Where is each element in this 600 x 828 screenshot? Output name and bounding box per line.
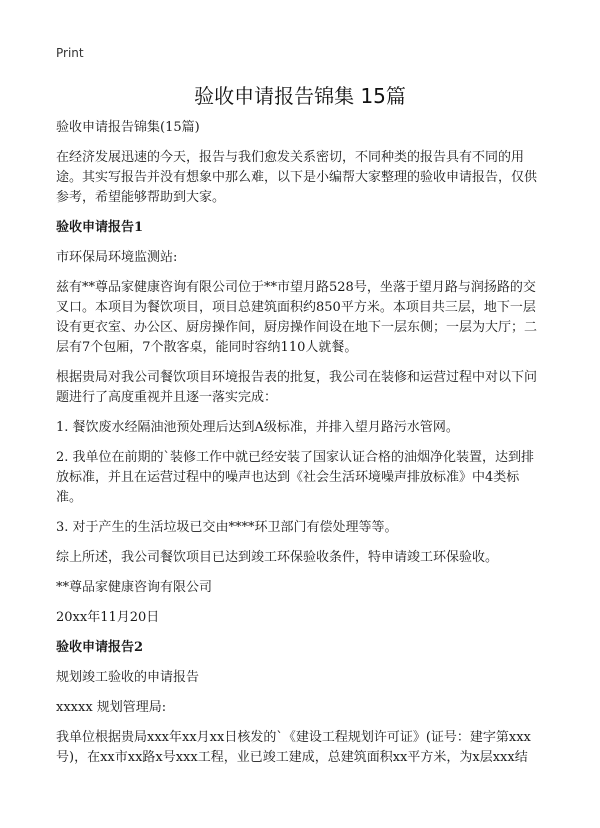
list-item: 1. 餐饮废水经隔油池预处理后达到A级标准，并排入望月路污水管网。 <box>56 420 459 435</box>
page-title: 验收申请报告锦集 15篇 <box>194 84 406 108</box>
intro-paragraph: 在经济发展迅速的今天，报告与我们愈发关系密切，不同种类的报告具有不同的用途。其实写报告并没有想象中那么难，以下是小编帮大家整理的验收申请报告，仅供参考，希望能够帮助到大家。 <box>56 150 538 205</box>
paragraph: 我单位根据贵局xxx年xx月xx日核发的`《建设工程规划许可证》(证号：建字第xxx号)，在xx市xx路x号xxx工程，业已竣工建成，总建筑面积xx平方米，为x层xxx结 <box>56 730 531 765</box>
paragraph: xxxxx 规划管理局: <box>56 700 167 715</box>
print-link[interactable]: Print <box>56 46 84 60</box>
paragraph: 规划竣工验收的申请报告 <box>56 670 200 685</box>
list-item: 3. 对于产生的生活垃圾已交由****环卫部门有偿处理等等。 <box>56 520 398 535</box>
paragraph: 综上所述，我公司餐饮项目已达到竣工环保验收条件，特申请竣工环保验收。 <box>56 550 499 565</box>
signature-company: **尊品家健康咨询有限公司 <box>56 580 213 595</box>
signature-date: 20xx年11月20日 <box>56 610 160 625</box>
section-heading: 验收申请报告2 <box>56 640 144 655</box>
paragraph: 兹有**尊品家健康咨询有限公司位于**市望月路528号，坐落于望月路与润扬路的交叉口。本项目为餐饮项目，项目总建筑面积约850平方米。本项目共三层，地下一层设有更衣室、办公区、厨房操作间，厨房操作间设在地下一层东侧；一层为大厅；二层有7个包厢，7个散客桌，能同时容纳110人就餐。 <box>56 280 538 355</box>
paragraph: 市环保局环境监测站: <box>56 250 178 265</box>
section-heading: 验收申请报告1 <box>56 220 144 235</box>
document-subtitle: 验收申请报告锦集(15篇) <box>56 120 200 135</box>
paragraph: 根据贵局对我公司餐饮项目环境报告表的批复，我公司在装修和运营过程中对以下问题进行了高度重视并且逐一落实完成： <box>56 370 538 405</box>
list-item: 2. 我单位在前期的`装修工作中就已经安装了国家认证合格的油烟净化装置，达到排放标准，并且在运营过程中的噪声也达到《社会生活环境噪声排放标准》中4类标准。 <box>56 450 535 505</box>
document-body <box>56 118 544 778</box>
